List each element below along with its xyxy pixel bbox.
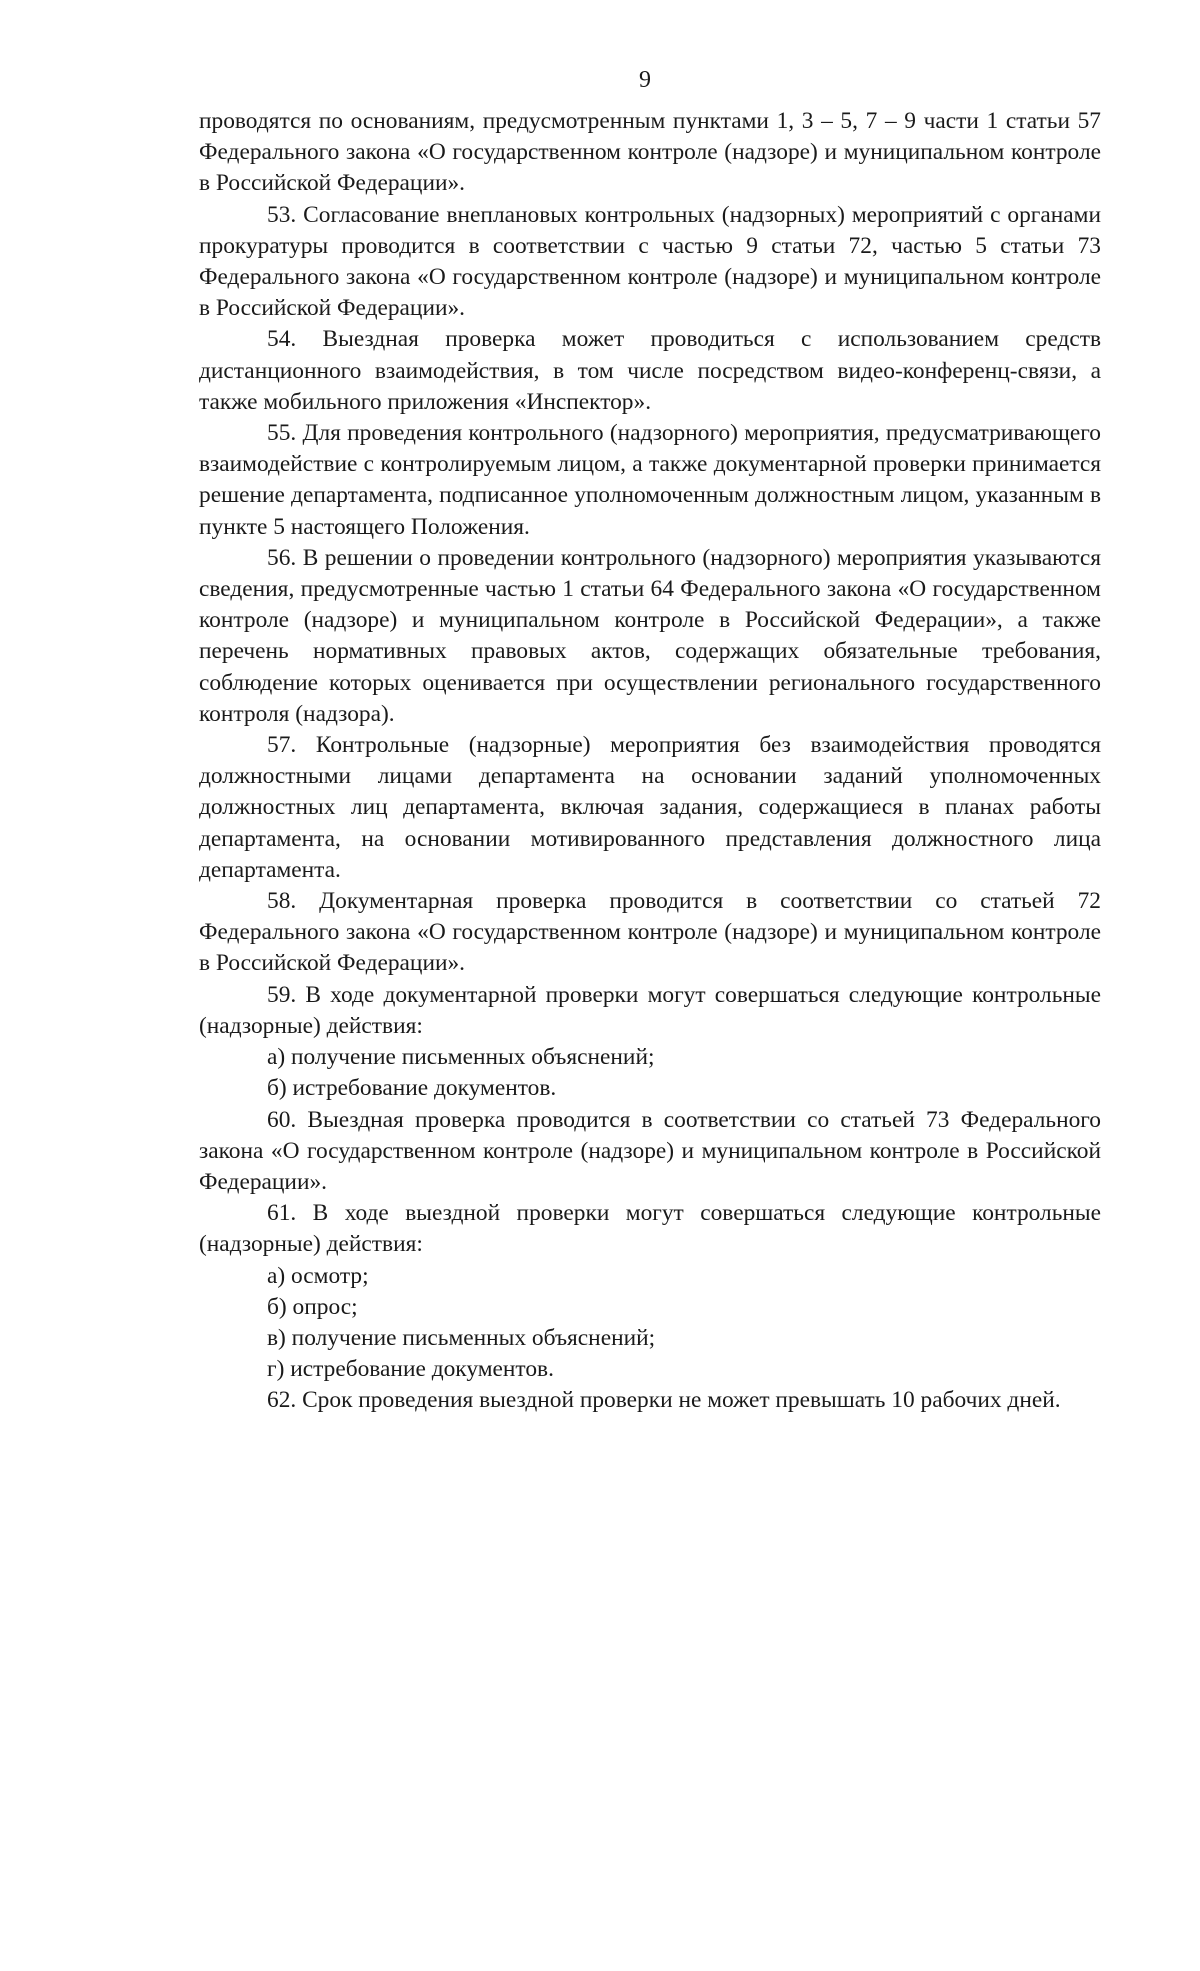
list-item-61b: б) опрос;: [267, 1293, 358, 1320]
page-number: 9: [639, 67, 651, 93]
list-item-61c: в) получение письменных объяснений;: [267, 1324, 656, 1351]
paragraph-60: 60. Выездная проверка проводится в соответствии со статьей 73 Федерального закона «О государственном контроле (надзоре) и муниципальном контроле в Российской Федерации».: [199, 1106, 1101, 1195]
paragraph-62: 62. Срок проведения выездной проверки не может превышать 10 рабочих дней.: [267, 1387, 1061, 1414]
paragraph-59: 59. В ходе документарной проверки могут совершаться следующие контрольные (надзорные) действия:: [199, 981, 1101, 1039]
paragraph-56: 56. В решении о проведении контрольного (надзорного) мероприятия указываются сведения, предусмотренные частью 1 статьи 64 Федерального закона «О государственном контроле (надзоре) и муниципальном контроле в Российской Федерации», а также перечень нормативных правовых актов, содержащих обязательные требования, соблюдение которых оценивается при осуществлении регионального государственного контроля (надзора).: [199, 544, 1101, 727]
list-item-59a: а) получение письменных объяснений;: [267, 1044, 655, 1071]
paragraph-61: 61. В ходе выездной проверки могут совершаться следующие контрольные (надзорные) действия:: [199, 1200, 1101, 1258]
paragraph-54: 54. Выездная проверка может проводиться с использованием средств дистанционного взаимодействия, в том числе посредством видео-конференц-связи, а также мобильного приложения «Инспектор».: [199, 326, 1101, 415]
paragraph-57: 57. Контрольные (надзорные) мероприятия без взаимодействия проводятся должностными лицами департамента на основании заданий уполномоченных должностных лиц департамента, включая задания, содержащиеся в планах работы департамента, на основании мотивированного представления должностного лица департамента.: [199, 732, 1101, 883]
list-item-61d: г) истребование документов.: [267, 1356, 554, 1383]
list-item-61a: а) осмотр;: [267, 1262, 369, 1289]
document-body: [199, 106, 1101, 1417]
paragraph-58: 58. Документарная проверка проводится в соответствии со статьей 72 Федерального закона «О государственном контроле (надзоре) и муниципальном контроле в Российской Федерации».: [199, 888, 1101, 977]
paragraph-55: 55. Для проведения контрольного (надзорного) мероприятия, предусматривающего взаимодействие с контролируемым лицом, а также документарной проверки принимается решение департамента, подписанное уполномоченным должностным лицом, указанным в пункте 5 настоящего Положения.: [199, 420, 1101, 540]
paragraph-53: 53. Согласование внеплановых контрольных (надзорных) мероприятий с органами прокуратуры проводится в соответствии с частью 9 статьи 72, частью 5 статьи 73 Федерального закона «О государственном контроле (надзоре) и муниципальном контроле в Российской Федерации».: [199, 201, 1101, 322]
list-item-59b: б) истребование документов.: [267, 1075, 557, 1102]
paragraph-continuation: проводятся по основаниям, предусмотренным пунктами 1, 3 – 5, 7 – 9 части 1 статьи 57 Федерального закона «О государственном контроле (надзоре) и муниципальном контроле в Российской Федерации».: [199, 108, 1101, 197]
